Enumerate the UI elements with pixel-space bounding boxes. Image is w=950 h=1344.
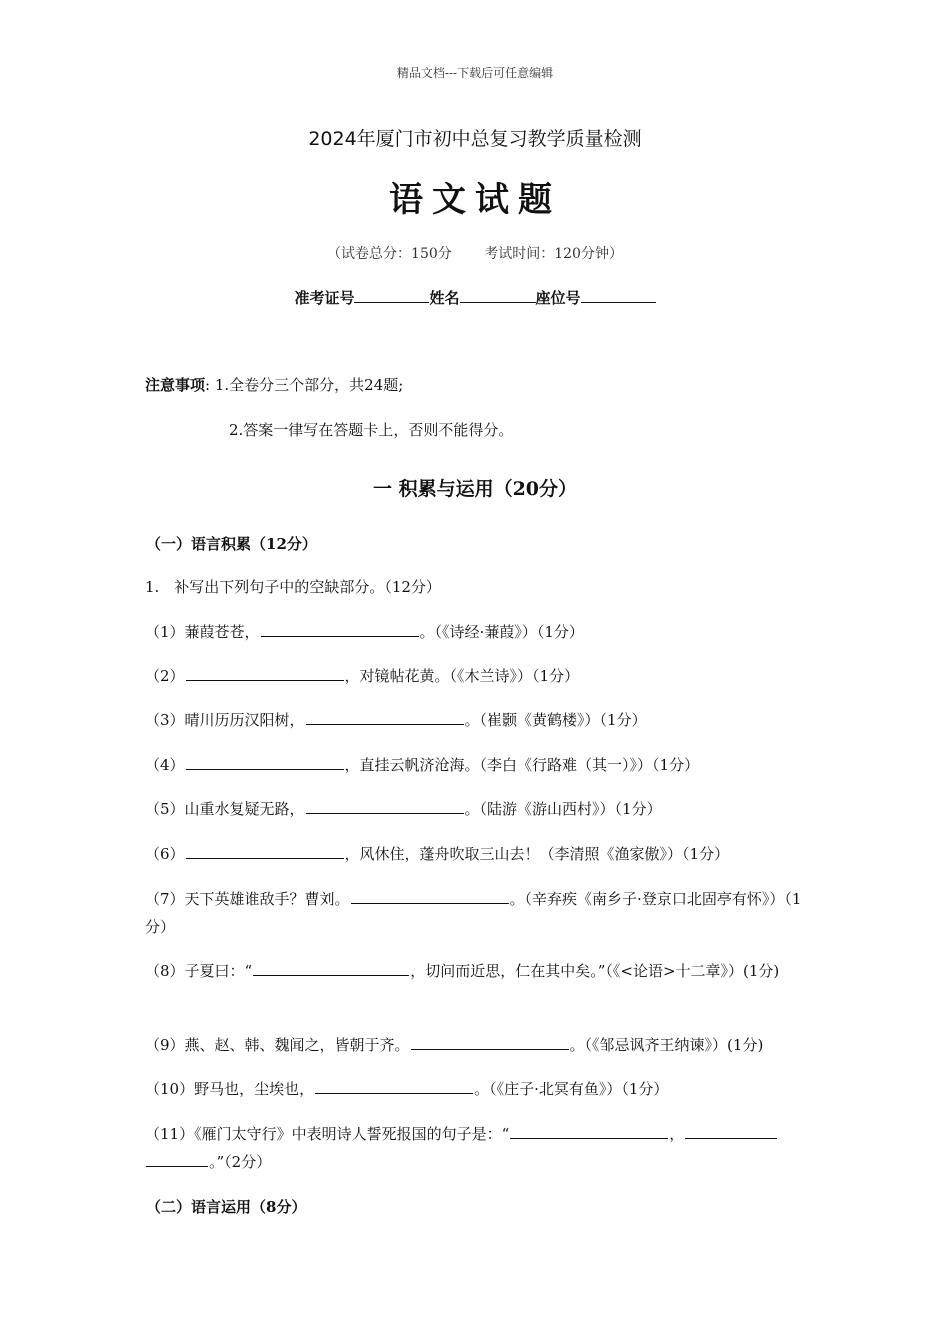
question-item-9 — [145, 1031, 810, 1059]
item-source: 。（陆游《游山西村》）（1分） — [464, 800, 662, 818]
question-item-2 — [145, 662, 810, 690]
answer-blank — [261, 620, 419, 637]
item-text: （11）《雁门太守行》中表明诗人誓死报国的句子是：“ — [145, 1125, 510, 1143]
item-source: ，风休住，蓬舟吹取三山去！（李清照《渔家傲》）（1分） — [344, 845, 730, 863]
question-item-4 — [145, 751, 810, 779]
answer-blank — [253, 959, 409, 976]
part-1-title: 一 积累与运用（20分） — [372, 478, 578, 500]
answer-blank — [186, 842, 344, 859]
item-text: （6） — [145, 845, 185, 863]
item-text: （5）山重水复疑无路， — [145, 800, 305, 818]
name-blank — [460, 287, 536, 303]
question-item-10 — [145, 1075, 810, 1103]
exam-id-label: 准考证号 — [294, 289, 355, 307]
item-source: 。（崔颢《黄鹤楼》）（1分） — [464, 711, 647, 729]
exam-title: 2024年厦门市初中总复习教学质量检测 — [308, 128, 642, 150]
subject-title: 语文试题 — [389, 180, 561, 220]
name-label: 姓名 — [429, 289, 460, 307]
notice-item-1 — [145, 374, 403, 395]
item-source: 。（《诗经·蒹葭》）（1分） — [419, 623, 584, 641]
item-text: （2） — [145, 667, 185, 685]
answer-blank — [351, 887, 509, 904]
exam-total-score: （试卷总分：150分 — [327, 246, 452, 262]
item-source: 。（辛弃疾《南乡子·登京口北固亭有怀》）（1分） — [145, 890, 802, 936]
question-item-1 — [145, 618, 810, 646]
question-item-11 — [145, 1120, 810, 1176]
notice-item-1-text: : 1.全卷分三个部分，共24题; — [205, 376, 404, 394]
item-text: （1）蒹葭苍苍， — [145, 623, 260, 641]
answer-blank — [306, 708, 464, 725]
item-source: ，直挂云帆济沧海。（李白《行路难（其一）》）（1分） — [344, 756, 700, 774]
item-source: 。（《邹忌讽齐王纳谏》）(1分) — [569, 1036, 764, 1054]
item-source: 。（《庄子·北冥有鱼》）（1分） — [474, 1080, 669, 1098]
item-text: （10）野马也，尘埃也， — [145, 1080, 315, 1098]
question-item-8 — [145, 957, 810, 985]
question-1-prompt: 1. 补写出下列句子中的空缺部分。（12分） — [145, 578, 441, 596]
answer-blank — [510, 1122, 668, 1139]
candidate-info-row — [0, 287, 950, 308]
answer-blank — [315, 1077, 473, 1094]
question-item-5 — [145, 795, 810, 823]
answer-blank — [685, 1122, 777, 1139]
item-text: ， — [669, 1125, 685, 1143]
item-text: （4） — [145, 756, 185, 774]
header-note: 精品文档---下载后可任意编辑 — [396, 66, 554, 80]
item-source: ，对镜帖花黄。（《木兰诗》）（1分） — [344, 667, 580, 685]
exam-time: 考试时间：120分钟） — [484, 246, 623, 262]
question-item-6 — [145, 840, 810, 868]
answer-blank — [186, 664, 344, 681]
question-item-3 — [145, 706, 810, 734]
answer-blank — [186, 753, 344, 770]
notice-item-2: 2.答案一律写在答题卡上，否则不能得分。 — [229, 421, 514, 439]
item-text: （7）天下英雄谁敌手？曹刘。 — [145, 890, 350, 908]
answer-blank — [411, 1033, 569, 1050]
item-source: ，切问而近思，仁在其中矣。”（《<论语>十二章》）(1分) — [410, 962, 780, 980]
item-text: （9）燕、赵、韩、魏闻之，皆朝于齐。 — [145, 1036, 410, 1054]
answer-blank — [306, 797, 464, 814]
item-source: 。”（2分） — [209, 1153, 272, 1171]
question-item-7 — [145, 885, 810, 941]
item-text: （3）晴川历历汉阳树， — [145, 711, 305, 729]
seat-blank — [581, 287, 656, 303]
notice-label: 注意事项 — [145, 376, 206, 394]
section-2-heading: （二）语言运用（8分） — [146, 1198, 307, 1216]
item-text: （8）子夏曰：“ — [145, 962, 253, 980]
section-1-heading: （一）语言积累（12分） — [146, 535, 317, 553]
exam-id-blank — [354, 287, 429, 303]
answer-blank — [146, 1150, 208, 1167]
seat-label: 座位号 — [535, 289, 581, 307]
exam-info — [0, 243, 950, 263]
